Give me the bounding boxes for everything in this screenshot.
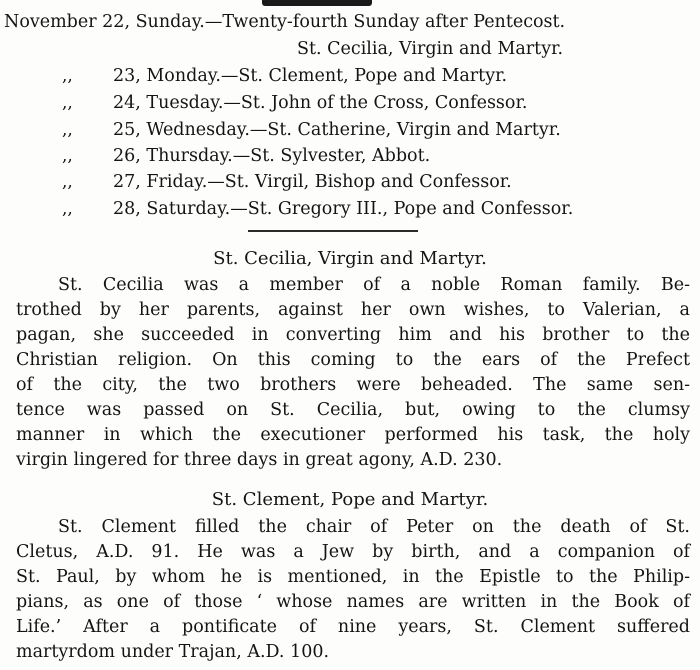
paragraph-line: martyrdom under Trajan, A.D. 100. [16,642,330,662]
paragraph-line: Life.’ After a pontificate of nine years, St. Clement suffered [16,617,690,637]
ditto-mark: ,, [62,146,73,166]
paragraph-line: virgin lingered for three days in great agony, A.D. 230. [16,450,503,470]
ditto-mark: ,, [62,66,73,86]
paragraph-line: pians, as one of those ‘ whose names are written in the Book of [16,592,690,612]
calendar-first-line-continuation: St. Cecilia, Virgin and Martyr. [297,39,564,59]
paragraph-line: pagan, she succeeded in converting him and his brother to the [16,325,690,345]
calendar-first-line: November 22, Sunday.—Twenty-fourth Sunday after Pentecost. [4,12,566,32]
paragraph-clement [16,515,690,665]
ditto-mark: ,, [62,172,73,192]
calendar-row: 27, Friday.—St. Virgil, Bishop and Confessor. [113,172,512,192]
section-heading-cecilia: St. Cecilia, Virgin and Martyr. [213,248,487,269]
section-divider [248,230,418,232]
paragraph-line: manner in which the executioner performed his task, the holy [16,425,690,445]
calendar-row: 26, Thursday.—St. Sylvester, Abbot. [113,146,431,166]
paragraph-cecilia [16,273,690,473]
calendar-row: 24, Tuesday.—St. John of the Cross, Confessor. [113,93,528,113]
ditto-mark: ,, [62,199,73,219]
calendar-row: 23, Monday.—St. Clement, Pope and Martyr. [113,66,508,86]
paragraph-line: St. Clement filled the chair of Peter on the death of St. [58,517,690,537]
top-decorative-rule [262,0,372,6]
paragraph-line: tence was passed on St. Cecilia, but, owing to the clumsy [16,400,690,420]
section-heading-clement: St. Clement, Pope and Martyr. [211,489,489,510]
paragraph-line: Christian religion. On this coming to the ears of the Prefect [16,350,690,370]
ditto-mark: ,, [62,93,73,113]
paragraph-line: Cletus, A.D. 91. He was a Jew by birth, and a companion of [16,542,690,562]
paragraph-line: St. Cecilia was a member of a noble Roman family. Be- [58,275,690,295]
paragraph-line: of the city, the two brothers were beheaded. The same sen- [16,375,690,395]
calendar-row: 28, Saturday.—St. Gregory III., Pope and Confessor. [113,199,574,219]
ditto-mark: ,, [62,120,73,140]
paragraph-line: trothed by her parents, against her own wishes, to Valerian, a [16,300,690,320]
paragraph-line: St. Paul, by whom he is mentioned, in the Epistle to the Philip- [16,567,690,587]
calendar-row: 25, Wednesday.—St. Catherine, Virgin and Martyr. [113,120,561,140]
